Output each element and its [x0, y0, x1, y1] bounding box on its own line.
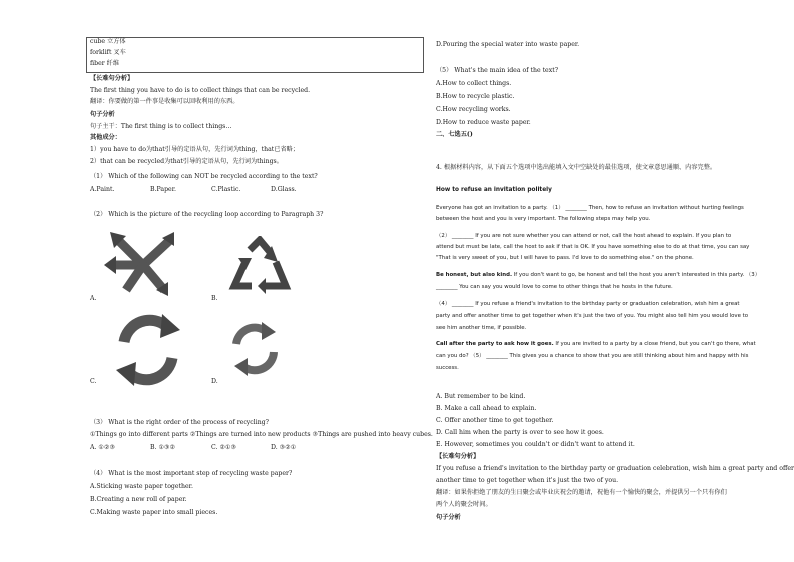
q1-option-c[interactable]: C.Plastic. [211, 186, 241, 193]
instruction: 4. 根据材料内容，从下面五个选项中选出能填入文中空缺处的最佳选项，使文章意思通顺、内容完整。 [436, 164, 717, 171]
q4-stem: （4） What is the most important step of recycling waste paper? [90, 470, 293, 477]
passage-line: ________ You can say you would love to come to other things that he hosts in the future. [436, 284, 673, 290]
passage-title: How to refuse an invitation politely [436, 187, 552, 193]
analysis-translation: 翻译：你要做的第一件事是收集可以回收利用的东西。 [90, 98, 239, 105]
analysis-trunk: 句子主干：The first thing is to collect things… [90, 123, 232, 130]
passage-lead: Be honest, but also kind. [436, 272, 512, 278]
q3-option-c[interactable]: C. ②①③ [211, 444, 237, 451]
passage-line: can you do? （5） ________ This gives you a chance to show that you are still thinking about him and happy with his [436, 353, 749, 359]
q2-stem: （2） Which is the picture of the recycling loop according to Paragraph 3? [90, 211, 324, 218]
q4-option-d[interactable]: D.Pouring the special water into waste paper. [436, 41, 580, 48]
analysis-translation: 两个人的聚会时间。 [436, 501, 492, 508]
passage-line: attend but must be late, call the host to ask if that is OK. If you have something else to do at that time, you can say [436, 244, 750, 250]
recycling-small-circle-image[interactable] [228, 322, 282, 376]
vocab-item: cube 立方体 [90, 38, 126, 45]
passage-text: If you don't want to go, be honest and tell the host you aren't interested in this party. （3） [512, 272, 761, 278]
q3-option-a[interactable]: A. ①②③ [90, 444, 116, 451]
passage-lead: Call after the party to ask how it goes. [436, 341, 554, 347]
q5-option-a[interactable]: A.How to collect things. [436, 80, 512, 87]
analysis-item: 2）that can be recycled为that引导的定语从句，先行词为things。 [90, 158, 283, 165]
q4-option-c[interactable]: C.Making waste paper into small pieces. [90, 509, 218, 516]
choice-c[interactable]: C. Offer another time to get together. [436, 417, 554, 424]
analysis-others: 其他成分： [90, 134, 121, 141]
choice-b[interactable]: B. Make a call ahead to explain. [436, 405, 537, 412]
q5-option-b[interactable]: B.How to recycle plastic. [436, 93, 515, 100]
vocab-box [86, 37, 424, 73]
q2-label-d: D. [211, 378, 218, 385]
passage-line: see him another time, if possible. [436, 325, 527, 331]
passage-line: between the host and you is very important. The following steps may help you. [436, 216, 651, 222]
vocab-item: fiber 纤维 [90, 60, 120, 67]
analysis-sub: 句子分析 [436, 514, 461, 521]
passage-line: （4） ________ If you refuse a friend's invitation to the birthday party or graduation celebration, wish him a great [436, 301, 740, 307]
q4-option-a[interactable]: A.Sticking waste paper together. [90, 483, 193, 490]
analysis-translation: 翻译：如果你拒绝了朋友的生日聚会或毕业庆祝会的邀请，祝他有一个愉快的聚会，并提供另一个只有你们 [436, 489, 727, 496]
passage-line: （2） ________ If you are not sure whether you can attend or not, call the host ahead to explain. If you plan to [436, 233, 732, 239]
recycling-arrows-image[interactable] [104, 232, 182, 298]
q3-option-d[interactable]: D. ③②① [271, 444, 297, 451]
analysis-item: 1）you have to do为that引导的定语从句，先行词为thing，that已省略； [90, 146, 300, 153]
passage-line: "That is very sweet of you, but I will have to pass. I'd love to do something else." on the phone. [436, 255, 694, 261]
q2-label-a: A. [90, 295, 97, 302]
q3-steps: ①Things go into different parts ②Things are turned into new products ③Things are pushed into heavy cubes. [90, 431, 433, 438]
choice-e[interactable]: E. However, sometimes you couldn't or didn't want to attend it. [436, 441, 635, 448]
analysis-sub: 句子分析 [90, 111, 115, 118]
passage-line [436, 342, 756, 347]
vocab-item: forklift 叉车 [90, 49, 126, 56]
q1-option-b[interactable]: B.Paper. [150, 186, 176, 193]
q2-label-b: B. [211, 295, 218, 302]
q1-option-d[interactable]: D.Glass. [271, 186, 297, 193]
recycling-triangle-image[interactable] [228, 236, 292, 294]
q5-option-d[interactable]: D.How to reduce waste paper. [436, 119, 531, 126]
q5-stem: （5） What's the main idea of the text? [436, 67, 559, 74]
q3-stem: （3） What is the right order of the process of recycling? [90, 419, 269, 426]
passage-line: success. [436, 365, 459, 371]
recycling-circle-image[interactable] [110, 312, 186, 388]
passage-line: Everyone has got an invitation to a party. （1） ________ Then, how to refuse an invitation without hurting feelings [436, 205, 744, 211]
section-heading: 二、七选五() [436, 131, 473, 138]
choice-a[interactable]: A. But remember to be kind. [436, 393, 526, 400]
q1-option-a[interactable]: A.Paint. [90, 186, 115, 193]
q3-option-b[interactable]: B. ①③② [150, 444, 176, 451]
q2-label-c: C. [90, 378, 97, 385]
analysis-sentence: another time to get together when it's just the two of you. [436, 477, 619, 484]
q5-option-c[interactable]: C.How recycling works. [436, 106, 511, 113]
analysis-sentence: The first thing you have to do is to collect things that can be recycled. [90, 87, 311, 94]
passage-text: If you are invited to a party by a close friend, but you can't go there, what [553, 341, 756, 347]
q1-stem: （1） Which of the following can NOT be recycled according to the text? [90, 173, 318, 180]
passage-line [436, 273, 760, 278]
q4-option-b[interactable]: B.Creating a new roll of paper. [90, 496, 187, 503]
choice-d[interactable]: D. Call him when the party is over to see how it goes. [436, 429, 604, 436]
analysis-heading: 【长难句分析】 [90, 75, 134, 82]
analysis-sentence: If you refuse a friend's invitation to the birthday party or graduation celebration, wish him a great party and offer [436, 465, 794, 472]
analysis-heading: 【长难句分析】 [436, 453, 480, 460]
passage-line: party and offer another time to get together when it's just the two of you. You might also tell him you would love to [436, 313, 749, 319]
